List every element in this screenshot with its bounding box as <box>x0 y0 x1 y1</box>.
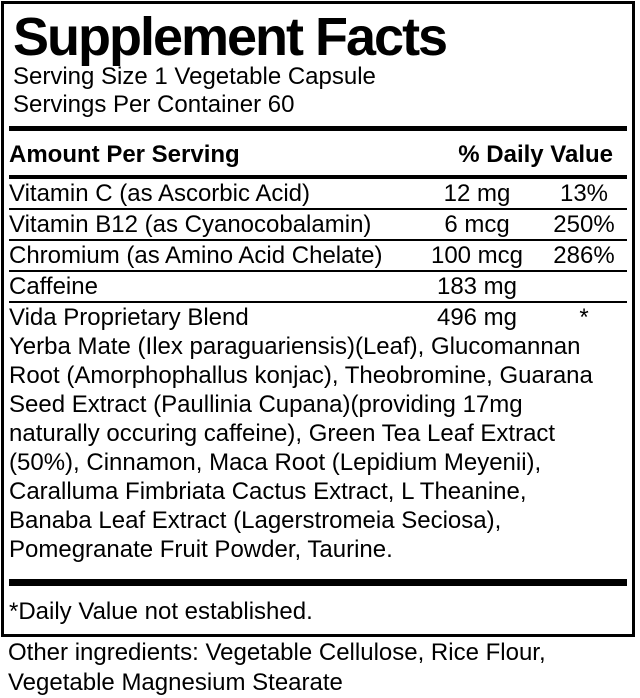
nutrient-name: Vida Proprietary Blend <box>9 304 249 332</box>
nutrient-amount: 12 mg <box>443 180 511 208</box>
nutrient-name: Vitamin B12 (as Cyanocobalamin) <box>9 211 372 239</box>
nutrient-table <box>9 179 627 332</box>
nutrient-row <box>9 272 627 303</box>
nutrient-daily-value: 286% <box>553 242 615 270</box>
divider-footnote <box>9 579 627 586</box>
nutrient-name: Chromium (as Amino Acid Chelate) <box>9 242 383 270</box>
column-header-row <box>9 131 627 175</box>
nutrient-row <box>9 241 627 272</box>
serving-size-text: Serving Size 1 Vegetable Capsule <box>13 63 376 91</box>
nutrient-daily-value: 250% <box>553 211 615 239</box>
nutrient-amount: 496 mg <box>436 304 518 332</box>
nutrient-daily-value: 13% <box>559 180 609 208</box>
servings-per-container-text: Servings Per Container 60 <box>13 91 295 119</box>
daily-value-header: % Daily Value <box>458 141 613 169</box>
nutrient-amount: 183 mg <box>436 273 518 301</box>
nutrient-row <box>9 210 627 241</box>
supplement-facts-panel <box>1 1 635 637</box>
nutrient-amount: 6 mcg <box>444 211 510 239</box>
blend-ingredients-text: Yerba Mate (Ilex paraguariensis)(Leaf), Glucomannan Root (Amorphophallus konjac), Theobromine, Guarana Seed Extract (Paullinia Cupana)(providing 17mg naturally occuring caffeine), Green Tea Leaf Extract (50%), Cinnamon, Maca Root (Lepidium Meyenii), Caralluma Fimbriata Cactus Extract, L Theanine, Banaba Leaf Extract (Lagerstromeia Seciosa), Pomegranate Fruit Powder, Taurine. <box>9 333 593 564</box>
nutrient-amount: 100 mcg <box>430 242 524 270</box>
panel-title: Supplement Facts <box>13 7 447 67</box>
nutrient-row <box>9 179 627 210</box>
daily-value-footnote: *Daily Value not established. <box>9 598 313 626</box>
amount-per-serving-header: Amount Per Serving <box>9 141 240 169</box>
nutrient-daily-value: * <box>579 304 589 332</box>
nutrient-row <box>9 303 627 332</box>
nutrient-name: Caffeine <box>9 273 98 301</box>
nutrient-name: Vitamin C (as Ascorbic Acid) <box>9 180 310 208</box>
other-ingredients-text: Other ingredients: Vegetable Cellulose, Rice Flour, Vegetable Magnesium Stearate <box>8 639 546 696</box>
